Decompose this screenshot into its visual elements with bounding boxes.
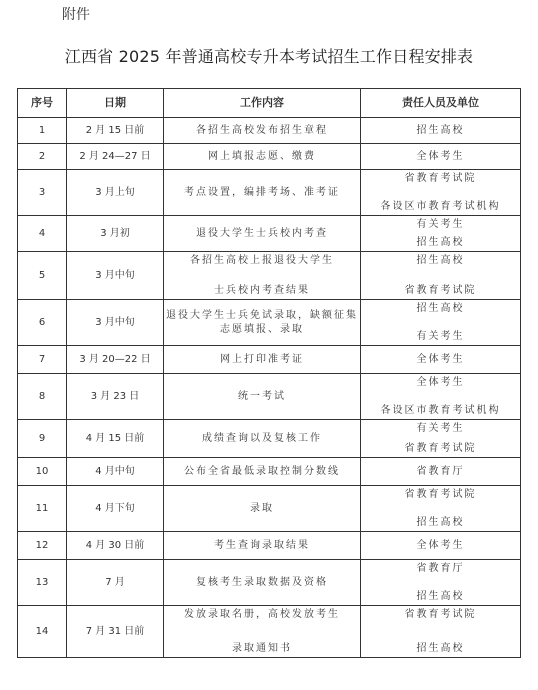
row-owner-line: 省教育厅 xyxy=(416,562,465,574)
row-date: 3 月 20—22 日 xyxy=(67,346,164,374)
row-content xyxy=(164,560,361,606)
row-date: 2 月 24—27 日 xyxy=(67,144,164,170)
row-number: 4 xyxy=(18,216,67,252)
row-content-line: 各招生高校上报退役大学生 xyxy=(190,254,334,266)
row-date: 7 月 31 日前 xyxy=(67,606,164,658)
row-owner xyxy=(361,216,521,252)
row-content xyxy=(164,374,361,420)
row-number: 10 xyxy=(18,458,67,486)
row-content-line: 退役大学生士兵免试录取，缺额征集志愿填报、录取 xyxy=(166,309,358,335)
row-content-line: 网上打印准考证 xyxy=(220,353,304,365)
table-row xyxy=(18,252,521,300)
row-content-line: 成绩查询以及复核工作 xyxy=(202,432,322,444)
row-owner-line: 招生高校 xyxy=(416,302,465,314)
row-date: 2 月 15 日前 xyxy=(67,118,164,144)
row-owner xyxy=(361,346,521,374)
row-owner-line: 各设区市教育考试机构 xyxy=(380,404,501,416)
row-content xyxy=(164,420,361,458)
row-owner xyxy=(361,252,521,300)
row-date: 4 月 15 日前 xyxy=(67,420,164,458)
page-title: 江西省 2025 年普通高校专升本考试招生工作日程安排表 xyxy=(64,47,474,66)
table-row xyxy=(18,532,521,560)
row-content-line: 发放录取名册，高校发放考生 xyxy=(184,608,340,620)
row-date: 3 月初 xyxy=(67,216,164,252)
row-owner-line: 省教育考试院 xyxy=(404,172,477,184)
row-owner-line: 省教育考试院 xyxy=(404,284,477,296)
row-owner-line: 全体考生 xyxy=(416,539,465,551)
table-row xyxy=(18,170,521,216)
row-date: 4 月下旬 xyxy=(67,486,164,532)
row-number: 3 xyxy=(18,170,67,216)
row-content xyxy=(164,606,361,658)
column-header-no: 序号 xyxy=(18,89,67,118)
row-owner xyxy=(361,374,521,420)
attachment-label: 附件 xyxy=(62,7,90,23)
table-row xyxy=(18,486,521,532)
row-owner-line: 招生高校 xyxy=(416,516,465,528)
row-content-line: 录取通知书 xyxy=(232,642,292,654)
table-row xyxy=(18,374,521,420)
row-owner-line: 省教育考试院 xyxy=(404,608,477,620)
row-content-line: 各招生高校发布招生章程 xyxy=(196,124,328,136)
row-number: 6 xyxy=(18,300,67,346)
row-number: 9 xyxy=(18,420,67,458)
row-number: 8 xyxy=(18,374,67,420)
row-owner-line: 招生高校 xyxy=(416,124,465,136)
row-date: 7 月 xyxy=(67,560,164,606)
row-number: 14 xyxy=(18,606,67,658)
row-content xyxy=(164,532,361,560)
row-owner xyxy=(361,606,521,658)
table-row xyxy=(18,118,521,144)
row-number: 13 xyxy=(18,560,67,606)
row-owner xyxy=(361,144,521,170)
row-content-line: 统一考试 xyxy=(238,390,286,402)
row-owner-line: 全体考生 xyxy=(416,353,465,365)
row-date: 3 月中旬 xyxy=(67,300,164,346)
table-body xyxy=(18,118,521,658)
row-number: 12 xyxy=(18,532,67,560)
row-owner-line: 招生高校 xyxy=(416,236,465,248)
row-owner-line: 省教育考试院 xyxy=(404,488,477,500)
row-owner-line: 有关考生 xyxy=(416,422,465,434)
row-number: 5 xyxy=(18,252,67,300)
row-number: 2 xyxy=(18,144,67,170)
row-owner-line: 各设区市教育考试机构 xyxy=(380,200,501,212)
row-content-line: 退役大学生士兵校内考查 xyxy=(196,227,328,239)
row-owner-line: 招生高校 xyxy=(416,642,465,654)
table-header-row xyxy=(18,89,521,118)
table-row xyxy=(18,300,521,346)
row-content xyxy=(164,300,361,346)
row-owner xyxy=(361,420,521,458)
row-date: 4 月 30 日前 xyxy=(67,532,164,560)
row-content-line: 录取 xyxy=(250,502,274,514)
row-owner xyxy=(361,118,521,144)
row-content xyxy=(164,170,361,216)
row-content-line: 网上填报志愿、缴费 xyxy=(208,150,316,162)
table-row xyxy=(18,560,521,606)
row-content xyxy=(164,346,361,374)
row-date: 3 月中旬 xyxy=(67,252,164,300)
table-row xyxy=(18,606,521,658)
row-owner-line: 全体考生 xyxy=(416,150,465,162)
row-content xyxy=(164,252,361,300)
row-owner xyxy=(361,532,521,560)
row-content-line: 考生查询录取结果 xyxy=(214,539,310,551)
column-header-date: 日期 xyxy=(67,89,164,118)
row-owner-line: 全体考生 xyxy=(416,376,465,388)
row-content-line: 士兵校内考查结果 xyxy=(214,284,310,296)
row-owner xyxy=(361,300,521,346)
table-row xyxy=(18,420,521,458)
row-owner-line: 招生高校 xyxy=(416,254,465,266)
row-owner xyxy=(361,486,521,532)
row-content xyxy=(164,144,361,170)
row-date: 3 月上旬 xyxy=(67,170,164,216)
row-owner-line: 有关考生 xyxy=(416,218,465,230)
row-content xyxy=(164,118,361,144)
row-content xyxy=(164,486,361,532)
row-content xyxy=(164,458,361,486)
row-content-line: 考点设置，编排考场、准考证 xyxy=(184,186,340,198)
table-row xyxy=(18,144,521,170)
row-date: 4 月中旬 xyxy=(67,458,164,486)
row-date: 3 月 23 日 xyxy=(67,374,164,420)
row-content-line: 复核考生录取数据及资格 xyxy=(196,576,328,588)
column-header-content: 工作内容 xyxy=(164,89,361,118)
table-row xyxy=(18,346,521,374)
row-content xyxy=(164,216,361,252)
row-owner-line: 招生高校 xyxy=(416,590,465,602)
table-row xyxy=(18,216,521,252)
row-owner xyxy=(361,458,521,486)
row-owner-line: 省教育厅 xyxy=(416,465,465,477)
table-row xyxy=(18,458,521,486)
column-header-owner: 责任人员及单位 xyxy=(361,89,521,118)
row-number: 11 xyxy=(18,486,67,532)
row-owner xyxy=(361,560,521,606)
row-number: 1 xyxy=(18,118,67,144)
row-owner xyxy=(361,170,521,216)
row-owner-line: 有关考生 xyxy=(416,330,465,342)
row-owner-line: 省教育考试院 xyxy=(404,442,477,454)
schedule-table xyxy=(17,88,521,658)
row-content-line: 公布全省最低录取控制分数线 xyxy=(184,465,340,477)
row-number: 7 xyxy=(18,346,67,374)
